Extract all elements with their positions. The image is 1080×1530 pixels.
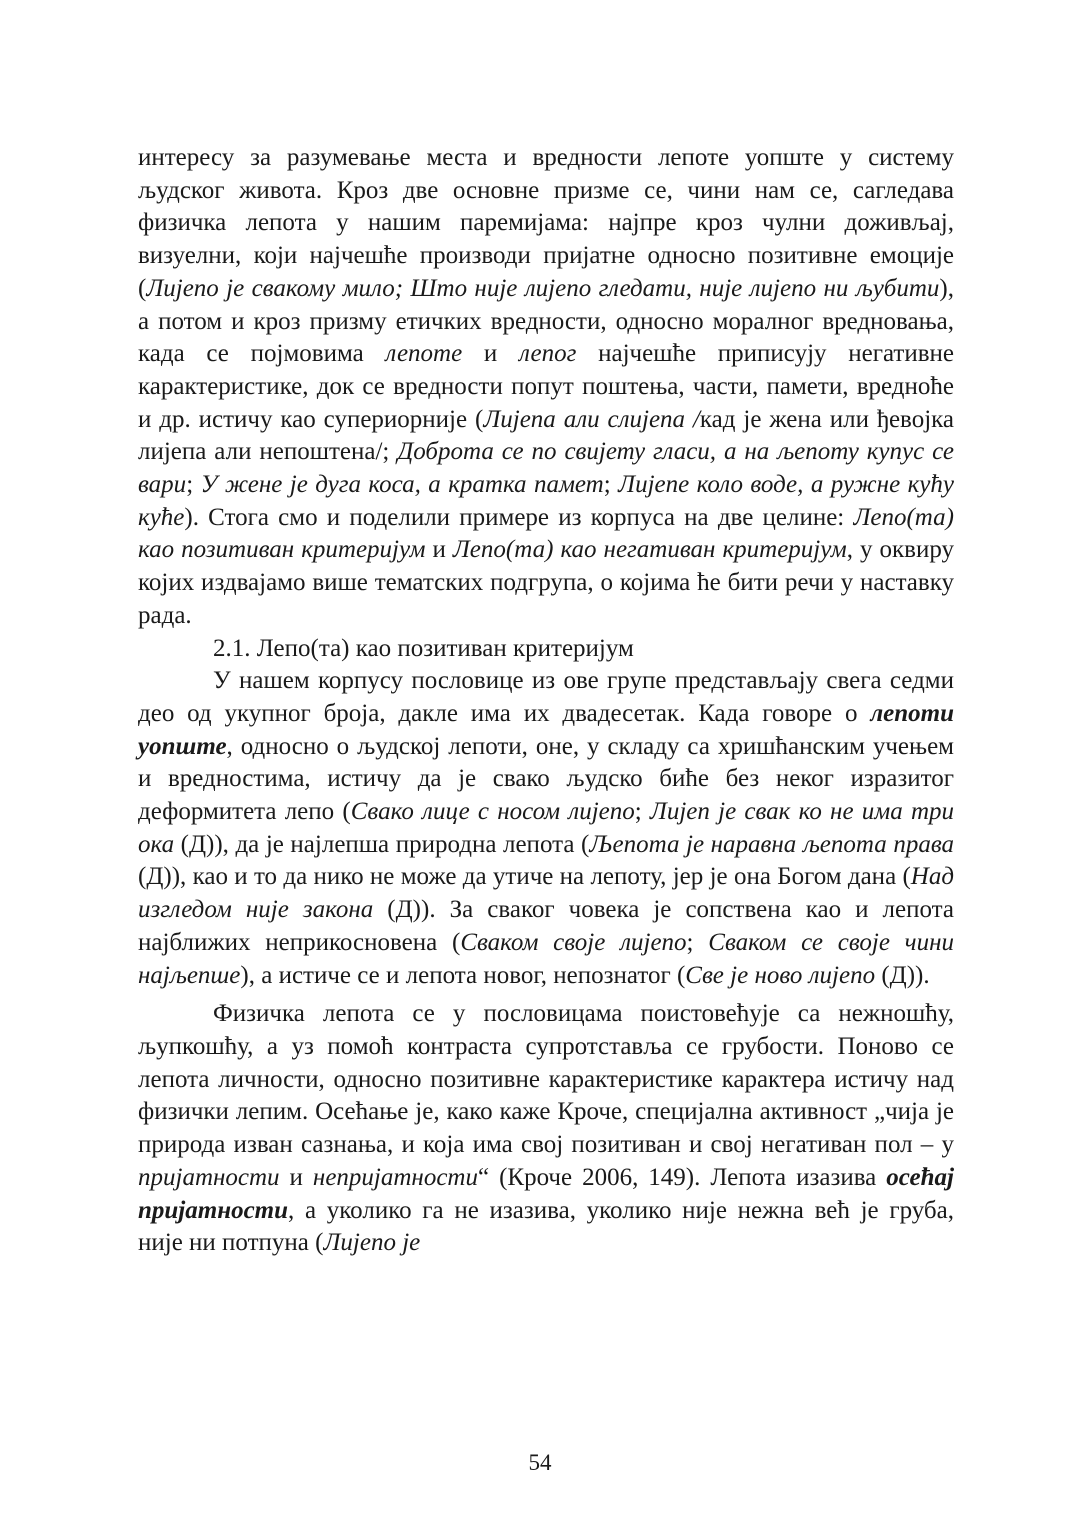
page-body: [138, 142, 954, 1260]
paragraph-2: У нашем корпусу пословице из ове групе представљају свега седми део од укупног броја, дакле има их двадесетак. Када говоре о лепоти уопште, односно о људској лепоти, оне, у складу са хришћанским учењем и вредностима, истичу да је свако људско биће без неког изразитог деформитета лепо (Свако лице с носом лијепо; Лијеп је свак ко не има три ока (Д)), да је најлепша природна лепота (Љепота је наравна љепота права (Д)), као и то да нико не може да утиче на лепоту, јер је она Богом дана (Над изгледом није закона (Д)). За сваког човека је сопствена као и лепота најближих неприкосновена (Сваком своје лијепо; Сваком се своје чини најљепше), а истиче се и лепота новог, непознатог (Све је ново лијепо (Д)).: [138, 667, 954, 989]
paragraph-3: Физичка лепота се у пословицама поистовећује са нежношћу, љупкошћу, а уз помоћ контраста супротставља се грубости. Поново се лепота личности, односно позитивне карактеристике карактера истичу над физички лепим. Осећање је, како каже Кроче, специјална активност „чија је природа изван сазнања, и која има свој позитиван и свој негативан пол – у пријатности и непријатности“ (Кроче 2006, 149). Лепота изазива осећај пријатности, а уколико га не изазива, уколико није нежна већ је груба, није ни потпуна (Лијепо је: [138, 1000, 954, 1257]
section-heading: 2.1. Лепо(та) као позитиван критеријум: [213, 634, 634, 662]
page-number: 54: [528, 1450, 552, 1475]
paragraph-1: интересу за разумевање места и вредности лепоте уопште у систему људског живота. Кроз две основне призме се, чини нам се, сагледава физичка лепота у нашим паремијама: најпре кроз чулни доживљај, визуелни, који најчешће производи пријатне односно позитивне емоције (Лијепо је свакому мило; Што није лијепо гледати, није лијепо ни љубити), а потом и кроз призму етичких вредности, односно моралног вредновања, када се појмовима лепоте и лепог најчешће приписују негативне карактеристике, док се вредности попут поштења, части, памети, вредноће и др. истичу као супериорније (Лијепа али слијепа /кад је жена или ђевојка лијепа али непоштена/; Доброта се по свијету гласи, а на љепоту купус се вари; У жене је дуга коса, а кратка памет; Лијепе коло воде, а ружне кућу куће). Стога смо и поделили примере из корпуса на две целине: Лепо(та) као позитиван критеријум и Лепо(та) као негативан критеријум, у оквиру којих издвајамо више тематских подгрупа, о којима ће бити речи у наставку рада.: [138, 144, 955, 629]
